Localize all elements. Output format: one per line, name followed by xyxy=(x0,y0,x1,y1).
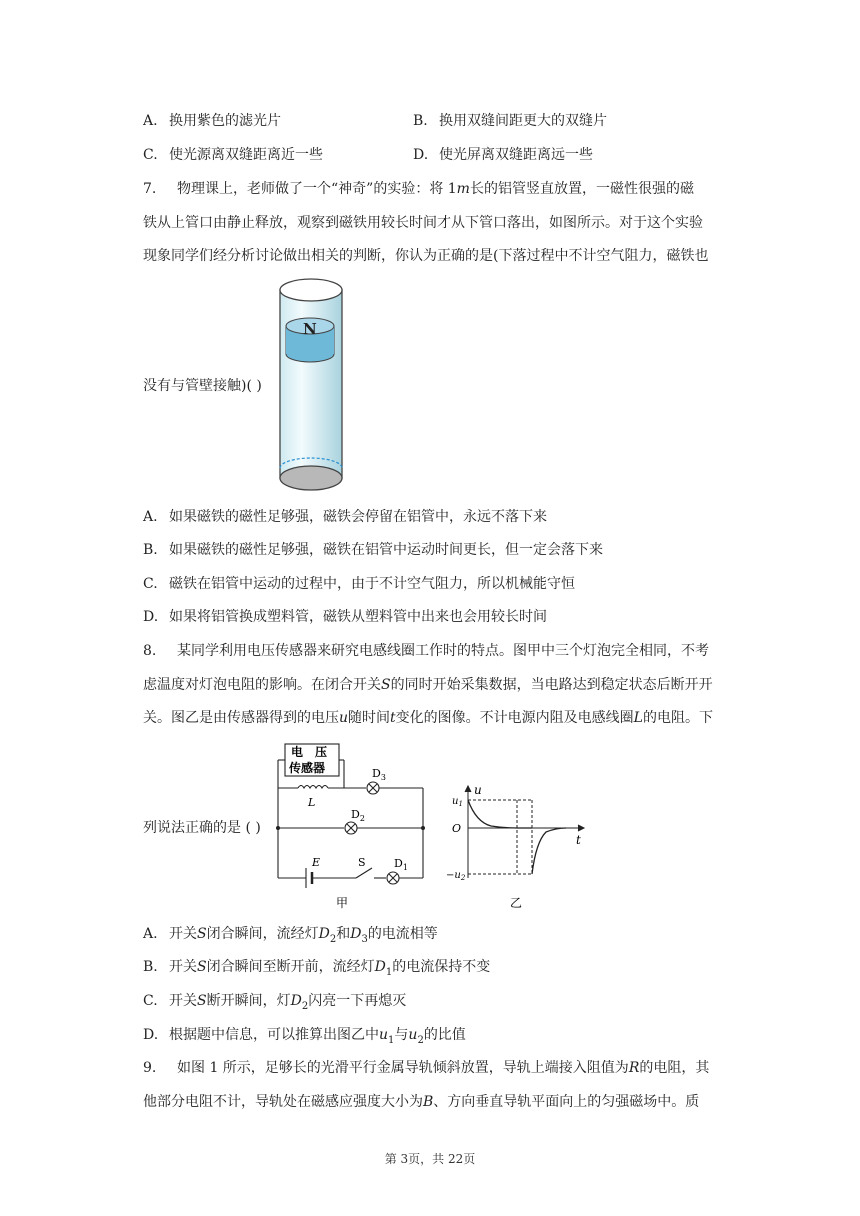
voltage-time-graph-yi xyxy=(446,782,592,912)
q9-stem-line2: 他部分电阻不计，导轨处在磁感应强度大小为B、方向垂直导轨平面向上的匀强磁场中。质 xyxy=(143,1094,700,1110)
q6-option-b: B. 换用双缝间距更大的双缝片 xyxy=(413,113,607,129)
q8-stem-line1: 8. 某同学利用电压传感器来研究电感线圈工作时的特点。图甲中三个灯泡完全相同，不考 xyxy=(143,643,709,659)
circuit-diagram-jia xyxy=(268,740,448,912)
q7-stem-line3: 现象同学们经分析讨论做出相关的判断，你认为正确的是(下落过程中不计空气阻力，磁铁也 xyxy=(143,248,709,264)
q7-option-a: A. 如果磁铁的磁性足够强，磁铁会停留在铝管中，永远不落下来 xyxy=(143,509,547,525)
q6-option-c: C. 使光源离双缝距离近一些 xyxy=(143,147,323,163)
q7-option-d: D. 如果将铝管换成塑料管，磁铁从塑料管中出来也会用较长时间 xyxy=(143,609,547,625)
aluminum-tube-figure xyxy=(276,278,346,496)
sensor-label-line2: 传感器 xyxy=(289,761,326,775)
q8-stem-line2: 虑温度对灯泡电阻的影响。在闭合开关S的同时开始采集数据，当电路达到稳定状态后断开开 xyxy=(143,677,713,693)
graph-u1-label: $u_1$ xyxy=(452,796,463,808)
inductor-label: L xyxy=(308,796,316,809)
q8-option-b: B. 开关S闭合瞬间至断开前，流经灯$D_1$的电流保持不变 xyxy=(143,959,491,978)
graph-t-axis-label: t xyxy=(576,833,581,847)
q8-stem-line4: 列说法正确的是 ( ) xyxy=(143,820,261,836)
q8-option-d: D. 根据题中信息，可以推算出图乙中$u_1$与$u_2$的比值 xyxy=(143,1027,466,1046)
q8-stem-line3: 关。图乙是由传感器得到的电压u随时间t变化的图像。不计电源内阻及电感线圈L的电阻。下 xyxy=(143,710,713,726)
graph-u-axis-label: u xyxy=(474,783,482,797)
q7-stem-line2: 铁从上管口由静止释放，观察到磁铁用较长时间才从下管口落出，如图所示。对于这个实验 xyxy=(143,215,703,231)
page-footer: 第 3页，共 22页 xyxy=(384,1152,476,1166)
source-e-label: E xyxy=(312,856,321,869)
figure-yi-caption: 乙 xyxy=(510,896,523,910)
lamp-d1-label: $D_1$ xyxy=(394,857,408,872)
lamp-d3-label: $D_3$ xyxy=(372,767,386,782)
magnet-n-label: N xyxy=(303,320,317,338)
graph-origin-label: O xyxy=(452,822,462,835)
q6-option-d: D. 使光屏离双缝距离远一些 xyxy=(413,147,593,163)
q9-stem-line1: 9. 如图 1 所示，足够长的光滑平行金属导轨倾斜放置，导轨上端接入阻值为R的电阻，其 xyxy=(143,1060,710,1076)
lamp-d2-label: $D_2$ xyxy=(351,808,365,823)
q7-stem-line4: 没有与管壁接触)( ) xyxy=(143,378,262,394)
q7-option-b: B. 如果磁铁的磁性足够强，磁铁在铝管中运动时间更长，但一定会落下来 xyxy=(143,542,603,558)
q7-stem-line1: 7. 物理课上，老师做了一个“神奇”的实验：将 1m长的铝管竖直放置，一磁性很强的磁 xyxy=(143,181,694,197)
q8-option-c: C. 开关S断开瞬间，灯$D_2$闪亮一下再熄灭 xyxy=(143,993,407,1012)
switch-s-label: S xyxy=(358,856,366,869)
q6-option-a: A. 换用紫色的滤光片 xyxy=(143,113,281,129)
q8-option-a: A. 开关S闭合瞬间，流经灯$D_2$和$D_3$的电流相等 xyxy=(143,926,438,945)
figure-jia-caption: 甲 xyxy=(336,896,349,910)
sensor-label-line1: 电 压 xyxy=(291,745,328,759)
graph-u2-label: $-u_2$ xyxy=(446,870,466,882)
q7-option-c: C. 磁铁在铝管中运动的过程中，由于不计空气阻力，所以机械能守恒 xyxy=(143,576,575,592)
